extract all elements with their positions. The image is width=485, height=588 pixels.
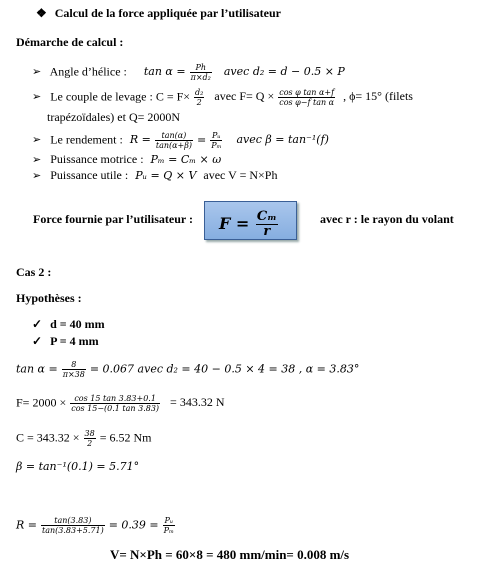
hyp-item: ✓ P = 4 mm: [32, 334, 99, 348]
couple-fraction: $\frac{\text{d₂}}{2}$: [195, 88, 204, 107]
calc-R: R = $\frac{\tan(3.83)}{\tan(3.83+5.71)}$ = 0.39 = $\frac{\text{Pᵤ}}{\text{Pₘ}}$: [16, 516, 174, 535]
rendement-fraction: $\frac{\tan(\alpha)}{\tan(\alpha+\beta)}$: [155, 131, 192, 150]
item-motrice: [32, 152, 221, 167]
cas-title: Cas 2 :: [16, 265, 52, 279]
calc-tan: tan α = $\frac{8}{\pi\times 38}$ = 0.067 avec d₂ = 40 − 0.5 × 4 = 38 , α = 3.83°: [16, 360, 360, 379]
calc-C: C = 343.32 × $\frac{38}{2}$ = 6.52 Nm: [16, 429, 152, 448]
rendement-fraction-2: $\frac{\text{Pᵤ}}{\text{Pₘ}}$: [211, 131, 222, 150]
couple-label: Le couple de levage : C = F×: [50, 89, 191, 104]
heading-text: Calcul de la force appliquée par l’utilisateur: [54, 6, 281, 20]
item-rendement: [32, 131, 329, 150]
rendement-eq: =: [196, 133, 207, 147]
rendement-rest: avec β = tan⁻¹(f): [236, 133, 329, 147]
item-couple: [32, 88, 413, 107]
utile-label: Puissance utile :: [50, 168, 129, 182]
calc-R-fraction-2: $\frac{\text{Pᵤ}}{\text{Pₘ}}$: [163, 516, 174, 535]
couple-line2: trapézoïdales) et Q= 2000N: [47, 110, 181, 124]
force-lhs: F =: [219, 214, 250, 233]
item-utile: [32, 168, 277, 183]
angle-fraction: $\frac{Ph}{\text{π×d₂}}$: [190, 63, 211, 82]
motrice-label: Puissance motrice :: [50, 152, 144, 166]
section-heading: [36, 6, 281, 20]
utile-rest: avec V = N×Ph: [203, 168, 278, 182]
calc-beta: β = tan⁻¹(0.1) = 5.71°: [16, 460, 140, 473]
rendement-lhs: R =: [129, 133, 151, 147]
demarche-title: Démarche de calcul :: [16, 35, 124, 49]
angle-label: Angle d’hélice :: [49, 64, 127, 79]
calc-F: F= 2000 × $\frac{\cos 15 \tan 3.83+0.1}{\cos 15-(0.1 \tan 3.83)}$ = 343.32 N: [16, 394, 225, 413]
arrow-bullet-icon: ➢: [32, 134, 42, 147]
calc-C-fraction: $\frac{38}{2}$: [84, 429, 95, 448]
rendement-label: Le rendement :: [50, 132, 123, 147]
force-formula-box: [204, 201, 297, 240]
arrow-bullet-icon: ➢: [32, 154, 42, 166]
couple-mid: avec F= Q ×: [214, 89, 275, 104]
check-icon: ✓: [32, 317, 43, 331]
arrow-bullet-icon: ➢: [32, 91, 42, 104]
hypotheses-title: Hypothèses :: [16, 291, 82, 305]
calc-F-fraction: $\frac{\cos 15 \tan 3.83+0.1}{\cos 15-(0.1 \tan 3.83)}$: [71, 394, 160, 413]
force-note: avec r : le rayon du volant: [320, 212, 454, 226]
hyp-item: ✓ d = 40 mm: [32, 317, 105, 331]
diamond-star-icon: ❖: [36, 6, 47, 20]
angle-lhs: tan α =: [143, 65, 186, 79]
calc-V: V= N×Ph = 60×8 = 480 mm/min= 0.008 m/s: [110, 547, 350, 562]
utile-formula: Pᵤ = Q × V: [135, 169, 197, 182]
force-fraction: $\frac{\text{Cₘ}}{r}$: [256, 209, 277, 239]
couple-fraction-2: $\frac{\text{cos φ tan α+f}}{\text{cos φ−f tan α}}$: [279, 88, 335, 107]
angle-rest: avec d₂ = d − 0.5 × P: [223, 65, 345, 79]
item-angle: [32, 63, 345, 82]
check-icon: ✓: [32, 334, 43, 348]
calc-tan-fraction: $\frac{8}{\pi\times 38}$: [62, 360, 85, 379]
calc-R-fraction: $\frac{\tan(3.83)}{\tan(3.83+5.71)}$: [42, 516, 104, 535]
motrice-formula: Pₘ = Cₘ × ω: [150, 153, 222, 166]
arrow-bullet-icon: ➢: [32, 66, 42, 79]
arrow-bullet-icon: ➢: [32, 170, 42, 182]
force-label: Force fournie par l’utilisateur :: [33, 212, 193, 226]
couple-tail: , ϕ= 15° (filets: [343, 89, 413, 104]
